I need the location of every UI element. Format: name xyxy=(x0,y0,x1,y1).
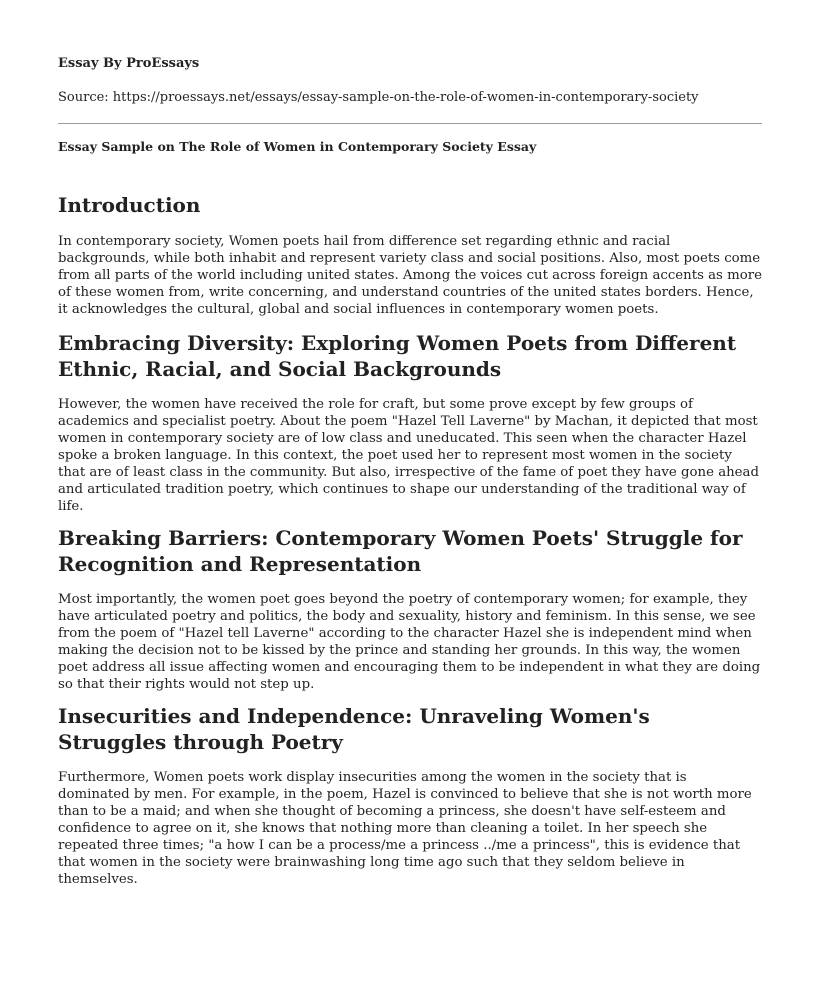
section-heading-embracing-diversity: Embracing Diversity: Exploring Women Poets from Different Ethnic, Racial, and Social Backgrounds xyxy=(58,331,737,381)
header-divider xyxy=(58,123,762,124)
section-body-embracing-diversity: However, the women have received the role for craft, but some prove except by few groups of academics and specialist poetry. About the poem "Hazel Tell Laverne" by Machan, it depicted that most women in contemporary society are of low class and uneducated. This seen when the character Hazel spoke a broken language. In this context, the poet used her to represent most women in the society that are of least class in the community. But also, irrespective of the fame of poet they have gone ahead and articulated tradition poetry, which continues to shape our understanding of the traditional way of life. xyxy=(58,397,759,514)
section-heading-introduction: Introduction xyxy=(58,193,201,217)
section-body-introduction: In contemporary society, Women poets hail from difference set regarding ethnic and racial backgrounds, while both inhabit and represent variety class and social positions. Also, most poets come from all parts of the world including united states. Among the voices cut across foreign accents as more of these women from, write concerning, and understand countries of the united states borders. Hence, it acknowledges the cultural, global and social influences in contemporary women poets. xyxy=(58,234,762,317)
essay-content xyxy=(0,192,820,888)
section-heading-breaking-barriers: Breaking Barriers: Contemporary Women Poets' Struggle for Recognition and Representation xyxy=(58,526,743,576)
section-heading-insecurities-independence: Insecurities and Independence: Unraveling Women's Struggles through Poetry xyxy=(58,704,650,754)
section-body-breaking-barriers: Most importantly, the women poet goes beyond the poetry of contemporary women; for example, they have articulated poetry and politics, the body and sexuality, history and feminism. In this sense, we see from the poem of "Hazel tell Laverne" according to the character Hazel she is independent mind when making the decision not to be kissed by the prince and standing her grounds. In this way, the women poet address all issue affecting women and encouraging them to be independent in what they are doing so that their rights would not step up. xyxy=(58,592,761,692)
brand-label: Essay By ProEssays xyxy=(58,56,200,71)
essay-title: Essay Sample on The Role of Women in Contemporary Society Essay xyxy=(58,139,537,154)
section-body-insecurities-independence: Furthermore, Women poets work display insecurities among the women in the society that is dominated by men. For example, in the poem, Hazel is convinced to believe that she is not worth more than to be a maid; and when she thought of becoming a princess, she doesn't have self-esteem and confidence to agree on it, she knows that nothing more than cleaning a toilet. In her speech she repeated three times; "a how I can be a process/me a princess ../me a princess", this is evidence that that women in the society were brainwashing long time ago such that they seldom believe in themselves. xyxy=(58,770,752,887)
document-header xyxy=(0,0,820,106)
source-line: Source: https://proessays.net/essays/essay-sample-on-the-role-of-women-in-contemporary-society xyxy=(58,90,699,105)
